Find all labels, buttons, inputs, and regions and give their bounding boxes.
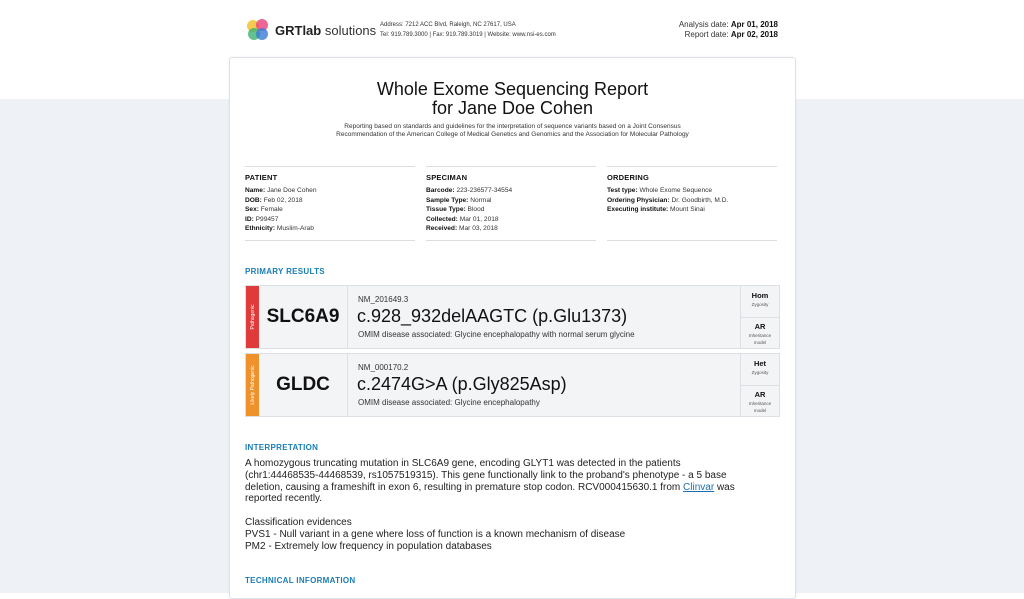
specimen-row-label: Received: <box>426 225 458 233</box>
specimen-heading: SPECIMAN <box>426 173 468 182</box>
inheritance-label: model <box>753 408 767 413</box>
patient-row <box>245 224 415 234</box>
inheritance-cell <box>740 317 779 348</box>
specimen-row <box>426 196 596 206</box>
ordering-row <box>607 196 777 206</box>
patient-row-label: DOB: <box>245 196 262 204</box>
logo-text: GRTlab solutions <box>275 22 377 38</box>
classification-tag: Pathogenic <box>246 286 259 348</box>
omim-disease: OMIM disease associated: Glycine encephalopathy with normal serum glycine <box>358 330 635 339</box>
primary-results-heading: PRIMARY RESULTS <box>245 267 325 276</box>
patient-row <box>245 205 415 215</box>
specimen-row <box>426 215 596 225</box>
omim-disease: OMIM disease associated: Glycine encephalopathy <box>358 398 540 407</box>
report-title: Whole Exome Sequencing Report for Jane Doe Cohen <box>376 79 649 118</box>
report-date: Report date: Apr 02, 2018 <box>684 30 778 39</box>
inheritance-value: AR <box>754 390 766 399</box>
zygosity-value: Hom <box>751 291 769 300</box>
inheritance-label: model <box>753 340 767 345</box>
company-contact-block <box>380 20 556 40</box>
specimen-row-value: Normal <box>470 196 492 204</box>
patient-heading: PATIENT <box>245 173 278 182</box>
clinvar-link[interactable]: Clinvar <box>683 481 715 493</box>
variant-card[interactable] <box>245 285 780 349</box>
variant-hgvs: c.928_932delAAGTC (p.Glu1373) <box>357 306 628 326</box>
ordering-section <box>607 166 777 241</box>
inheritance-label: Inheritance <box>748 401 772 406</box>
zygosity-label: Zygosity <box>751 370 769 375</box>
company-contact: Tel: 919.789.3000 | Fax: 919.789.3019 | Website: www.nsi-es.com <box>380 32 556 38</box>
transcript-id: NM_000170.2 <box>358 363 409 372</box>
ordering-row-value: Dr. Goodbirth, M.D. <box>671 196 729 204</box>
specimen-row-value: 223-236577-34554 <box>456 187 513 194</box>
gene-name: GLDC <box>259 354 348 416</box>
inheritance-label: Inheritance <box>748 333 772 338</box>
logo-circles-icon <box>245 17 271 43</box>
patient-row <box>245 186 415 196</box>
zygosity-value: Het <box>753 359 767 368</box>
ordering-row <box>607 205 777 215</box>
analysis-date: Analysis date: Apr 01, 2018 <box>678 20 778 29</box>
ordering-row-value: Mount Sinai <box>670 206 705 214</box>
specimen-row <box>426 186 596 196</box>
patient-row-value: Jane Doe Cohen <box>267 187 317 194</box>
company-address: Address: 7212 ACC Blvd, Raleigh, NC 27617, USA <box>380 22 516 28</box>
classification-evidences <box>245 517 735 552</box>
variant-card[interactable] <box>245 353 780 417</box>
specimen-row-value: Mar 01, 2018 <box>459 215 499 223</box>
specimen-row <box>426 205 596 215</box>
specimen-row-label: Tissue Type: <box>426 206 466 214</box>
patient-row-label: ID: <box>245 215 254 223</box>
specimen-row-label: Sample Type: <box>426 196 469 204</box>
ordering-row-label: Executing institute: <box>607 206 669 214</box>
patient-row-value: Female <box>260 206 283 214</box>
interpretation-text: A homozygous truncating mutation in SLC6A9 gene, encoding GLYT1 was detected in the patients (chr1:44468535-44468539, rs1057519315). This gene functionally link to the proband's phenotype - a 5 base deletion, causing a frameshift in exon 6, resulting in premature stop codon. RCV000415630.1 from Clinvar was reported recently. <box>245 458 735 505</box>
zygosity-label: Zygosity <box>751 302 769 307</box>
ordering-row <box>607 186 777 196</box>
variant-hgvs: c.2474G>A (p.Gly825Asp) <box>357 374 567 394</box>
patient-section <box>245 166 415 241</box>
report-subtitle: Reporting based on standards and guidelines for the interpretation of sequence variants based on a Joint Consensus Recommendation of the American College of Medical Genetics and Genomics and the Association for Molecular Pathology <box>336 123 689 138</box>
zygosity-cell <box>740 286 779 318</box>
patient-row-label: Sex: <box>245 206 259 214</box>
evidence-item: PVS1 - Null variant in a gene where loss of function is a known mechanism of disease <box>245 528 626 540</box>
patient-row <box>245 196 415 206</box>
technical-information-heading: TECHNICAL INFORMATION <box>245 576 356 585</box>
ordering-row-label: Test type: <box>607 187 638 194</box>
evidence-heading: Classification evidences <box>245 517 352 528</box>
company-logo[interactable] <box>245 16 385 44</box>
specimen-row <box>426 224 596 234</box>
patient-row-value: P99457 <box>255 215 279 223</box>
interpretation-heading: INTERPRETATION <box>245 443 319 452</box>
evidence-item: PM2 - Extremely low frequency in population databases <box>245 540 492 552</box>
report-dates <box>679 20 778 40</box>
ordering-row-label: Ordering Physician: <box>607 196 670 204</box>
patient-row-label: Ethnicity: <box>245 225 276 233</box>
specimen-section <box>426 166 596 241</box>
specimen-row-label: Barcode: <box>426 187 455 194</box>
transcript-id: NM_201649.3 <box>358 295 409 304</box>
patient-row-value: Feb 02, 2018 <box>263 196 303 204</box>
patient-row-value: Muslim-Arab <box>276 225 314 233</box>
specimen-row-value: Blood <box>467 206 485 214</box>
gene-name: SLC6A9 <box>259 286 348 348</box>
ordering-row-value: Whole Exome Sequence <box>639 187 713 194</box>
inheritance-value: AR <box>754 322 766 331</box>
inheritance-cell <box>740 385 779 416</box>
patient-row-label: Name: <box>245 187 266 194</box>
zygosity-cell <box>740 354 779 386</box>
specimen-row-label: Collected: <box>426 215 458 223</box>
classification-tag: Likely Pathogenic <box>246 354 259 416</box>
patient-row <box>245 215 415 225</box>
ordering-heading: ORDERING <box>607 173 650 182</box>
specimen-row-value: Mar 03, 2018 <box>459 225 498 233</box>
report-card <box>229 57 796 599</box>
